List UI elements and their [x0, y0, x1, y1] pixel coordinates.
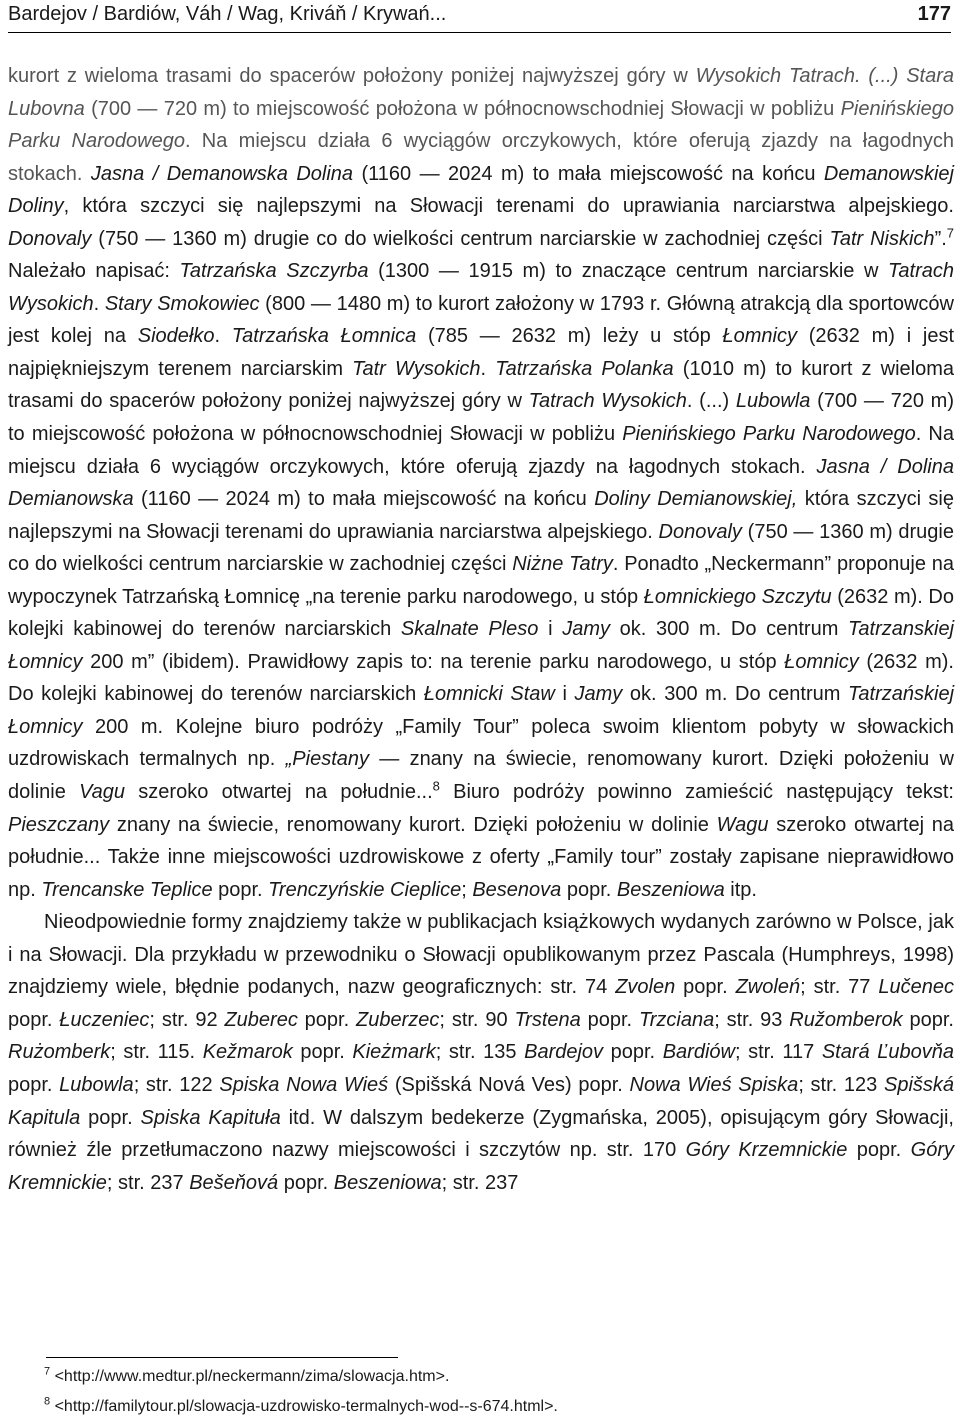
italic-term: Pieszczany: [8, 813, 110, 836]
italic-term: Niżne Tatry: [512, 553, 613, 576]
text-run: popr.: [8, 1073, 60, 1096]
italic-term: Trzciana: [638, 1008, 715, 1031]
text-run: ; str. 117: [734, 1041, 822, 1064]
text-run: popr.: [603, 1041, 663, 1064]
text-run: popr.: [847, 1139, 911, 1162]
italic-term: Spiska Kapituła: [140, 1106, 281, 1129]
italic-term: Bardejov: [524, 1041, 604, 1064]
text-run: . Na miejscu działa 6 wyciągów orczykowych, które oferują zjazdy na łagodnych stokach.: [8, 423, 954, 478]
text-run: szeroko otwartej na południe...: [125, 781, 433, 804]
italic-term: Łomnicy: [784, 650, 859, 673]
text-run: (750 — 1360 m) drugie co do wielkości centrum narciarskie w zachodniej części: [91, 227, 830, 250]
running-title: Bardejov / Bardiów, Váh / Wag, Kriváň / Krywań...: [8, 3, 447, 25]
text-run: .: [480, 357, 496, 380]
italic-term: Tatrzanskiej Łomnicy: [8, 618, 955, 673]
text-run: popr.: [297, 1008, 357, 1031]
text-run: ; str. 237: [441, 1171, 519, 1194]
text-run: ; str. 122: [133, 1073, 220, 1096]
italic-term: Stará Ľubovňa: [821, 1041, 954, 1064]
italic-term: Zuberzec: [356, 1008, 440, 1031]
italic-term: Łomnicki Staw: [423, 683, 555, 706]
text-run: . Ponadto „Neckermann” proponuje na wypoczynek Tatrzańską Łomnicę „na terenie parku narodowego, u stóp: [8, 553, 954, 608]
text-run: (750 — 1360 m) drugie co do wielkości centrum narciarskie w zachodniej części: [8, 520, 954, 576]
italic-term: Stara Lubovna: [8, 65, 954, 120]
text-run: popr.: [580, 1008, 639, 1031]
italic-term: Góry Krzemnickie: [685, 1139, 848, 1162]
footnote-ref: 8: [432, 778, 440, 794]
italic-term: Tatrzańska Polanka: [495, 357, 674, 380]
italic-term: Nowa Wieś Spiska: [629, 1073, 799, 1096]
text-run: 200 m” (ibidem). Prawidłowy zapis to: na terenie parku narodowego, u stóp: [82, 650, 785, 673]
text-run: ; str. 123: [798, 1073, 884, 1096]
text-run: znany na świecie, renomowany kurort. Dzięki położeniu w dolinie: [109, 813, 717, 836]
text-run: ; str. 90: [439, 1008, 515, 1031]
text-run: . Na miejscu działa 6 wyciągów orczykowych, które oferują zjazdy na łagodnych stokach.: [8, 130, 954, 185]
italic-term: Zuberec: [224, 1008, 298, 1031]
italic-term: Ružomberok: [789, 1008, 903, 1031]
text-run: , która szczyci się najlepszymi na Słowacji terenami do uprawiania narciarstwa alpejskiego.: [63, 195, 954, 218]
italic-term: Wysokich Tatrach. (...): [695, 65, 907, 87]
text-run: ;: [461, 878, 473, 901]
italic-term: Zwoleń: [735, 976, 801, 999]
text-run: ; str. 93: [714, 1008, 790, 1031]
italic-term: Jasna / Dolina Demianowska: [8, 455, 954, 511]
text-run: (700 — 720 m) to miejscowość położona w północnowschodniej Słowacji w pobliżu: [84, 97, 841, 120]
text-run: Nieodpowiednie formy znajdziemy także w publikacjach książkowych wydanych zarówno w Polsce, jak i na Słowacji. Dla przykładu w przewodniku o Słowacji opublikowanym przez Pascala (Humphreys, 1998) znajdziemy wiele, błędnie podanych, nazw geograficznych: str. 74: [8, 911, 954, 999]
footnote-number: 7: [44, 1365, 51, 1378]
text-run: Biuro podróży powinno zamieścić następujący tekst:: [439, 781, 954, 804]
italic-term: Rużomberk: [8, 1041, 111, 1064]
italic-term: Stary Smokowiec: [104, 292, 260, 315]
italic-term: Kežmarok: [202, 1041, 293, 1064]
running-header: [8, 2, 951, 33]
italic-term: Tatr Niskich: [829, 227, 935, 250]
italic-term: Siodełko: [137, 325, 215, 348]
italic-term: Wagu: [716, 813, 769, 836]
italic-term: Łomnickiego Szczytu: [643, 585, 832, 608]
italic-term: Pienińskiego Parku Narodowego: [8, 97, 954, 153]
italic-term: Trenczyńskie Cieplice: [268, 878, 462, 901]
italic-term: Vagu: [79, 781, 126, 804]
italic-term: Lučenec: [878, 976, 954, 999]
italic-term: Donovaly: [658, 520, 742, 543]
text-run: (1300 — 1915 m) to znaczące centrum narciarskie w: [368, 260, 889, 283]
text-run: i: [538, 618, 563, 641]
italic-term: Kieżmark: [352, 1041, 436, 1064]
italic-term: Zvolen: [615, 976, 676, 999]
italic-term: Pienińskiego Parku Narodowego: [622, 423, 916, 446]
italic-term: Besenova: [472, 878, 562, 901]
italic-term: Bešeňová: [189, 1171, 279, 1194]
text-run: (700 — 720 m) to miejscowość położona w północnowschodniej Słowacji w pobliżu: [8, 390, 954, 446]
text-run: która szczyci się najlepszymi na Słowacji terenami do uprawiania narciarstwa alpejskiego.: [8, 488, 954, 543]
text-run: i: [554, 683, 575, 706]
italic-term: Demanowskiej Doliny: [8, 162, 954, 218]
italic-term: Donovaly: [8, 227, 92, 250]
text-run: Należało napisać:: [8, 260, 180, 283]
footnote-ref: 7: [946, 225, 955, 241]
text-run: ”.: [934, 227, 947, 250]
text-run: (800 — 1480 m) to kurort założony w 1793 r. Główną atrakcją dla sportowców jest kolej na: [8, 292, 954, 348]
footnote-separator: [46, 1357, 398, 1358]
text-run: (785 — 2632 m) leży u stóp: [416, 325, 723, 348]
italic-term: Doliny Demianowskiej,: [594, 488, 798, 511]
italic-term: Tatrach Wysokich: [528, 390, 687, 413]
text-run: kurort z wieloma trasami do spacerów położony poniżej najwyższej góry w: [8, 65, 696, 87]
footnote-link-text[interactable]: <http://familytour.pl/slowacja-uzdrowisko-termalnych-wod--s-674.html>.: [54, 1398, 558, 1415]
italic-term: Jasna / Demanowska Dolina: [90, 162, 354, 185]
text-run: (Spišská Nová Ves) popr.: [388, 1073, 630, 1096]
italic-term: Góry Kremnickie: [8, 1139, 954, 1194]
italic-term: Lubowla: [735, 390, 811, 413]
text-run: popr.: [292, 1041, 353, 1064]
italic-term: Skalnate Pleso: [400, 618, 539, 641]
text-run: ok. 300 m. Do centrum: [622, 683, 849, 706]
text-run: itp.: [724, 878, 757, 901]
italic-term: Trencanske Teplice: [41, 878, 213, 901]
text-run: .: [93, 292, 105, 315]
text-run: (2632 m). Do kolejki kabinowej do terenów narciarskich: [8, 585, 954, 641]
text-run: (1160 — 2024 m) to mała miejscowość na końcu: [133, 488, 595, 511]
text-run: popr.: [80, 1106, 141, 1129]
text-run: popr.: [212, 878, 269, 901]
italic-term: Lubowla: [59, 1073, 134, 1096]
page-number: 177: [917, 3, 951, 25]
text-run: popr.: [278, 1171, 334, 1194]
text-run: ok. 300 m. Do centrum: [610, 618, 849, 641]
italic-term: „Piestany: [285, 748, 369, 771]
text-run: ; str. 237: [106, 1171, 190, 1194]
footnote-8: [44, 1392, 558, 1422]
italic-term: Tatrzańska Łomnica: [231, 325, 417, 348]
text-run: (2632 m). Do kolejki kabinowej do terenów narciarskich: [8, 650, 954, 706]
text-run: szeroko otwartej na południe... Także inne miejscowości uzdrowiskowe z oferty „Family tour” zostały zapisane nieprawidłowo np.: [8, 813, 954, 901]
main-text: [8, 60, 954, 1199]
italic-term: Tatrach Wysokich: [8, 260, 955, 315]
footnote-number: 8: [44, 1395, 51, 1408]
italic-term: Łuczeniec: [59, 1008, 150, 1031]
italic-term: Spišská Kapitula: [8, 1073, 955, 1129]
text-run: itd. W dalszym bedekerze (Zygmańska, 2005), opisującym góry Słowacji, również źle przetłumaczono nazwy miejscowości i szczytów np. str. 170: [8, 1106, 954, 1162]
paragraph-1: [8, 60, 954, 906]
italic-term: Tatr Wysokich: [352, 357, 481, 380]
text-run: ; str. 92: [149, 1008, 225, 1031]
italic-term: Trstena: [514, 1008, 581, 1031]
italic-term: Łomnicy: [722, 325, 797, 348]
footnotes: [44, 1362, 558, 1422]
italic-term: Tatrzańskiej Łomnicy: [8, 683, 955, 738]
footnote-7: [44, 1362, 558, 1392]
text-run: (2632 m) i jest najpiękniejszym terenem narciarskim: [8, 325, 954, 380]
text-run: popr.: [675, 976, 736, 999]
italic-term: Jamy: [574, 683, 623, 706]
text-run: 200 m. Kolejne biuro podróży „Family Tour” poleca swoim klientom pobyty w słowackich uzdrowiskach termalnych np.: [8, 715, 954, 771]
text-run: . (...): [686, 390, 736, 413]
text-run: (1010 m) to kurort z wieloma trasami do spacerów położony poniżej najwyższej góry w: [8, 357, 954, 413]
text-run: — znany na świecie, renomowany kurort. Dzięki położeniu w dolinie: [8, 748, 954, 804]
text-run: ; str. 115.: [110, 1041, 203, 1064]
text-run: .: [214, 325, 232, 348]
text-run: ; str. 77: [800, 976, 879, 999]
italic-term: Beszeniowa: [616, 878, 725, 901]
italic-term: Tatrzańska Szczyrba: [179, 260, 369, 283]
italic-term: Bardiów: [662, 1041, 735, 1064]
text-run: popr.: [902, 1008, 954, 1031]
italic-term: Jamy: [562, 618, 610, 641]
text-run: popr.: [561, 878, 617, 901]
text-run: ; str. 135: [435, 1041, 525, 1064]
italic-term: Spiska Nowa Wieś: [219, 1073, 389, 1096]
text-run: popr.: [8, 1008, 60, 1031]
text-run: (1160 — 2024 m) to mała miejscowość na końcu: [353, 162, 824, 185]
italic-term: Beszeniowa: [333, 1171, 442, 1194]
paragraph-2: [8, 906, 954, 1199]
footnote-link-text[interactable]: <http://www.medtur.pl/neckermann/zima/slowacja.htm>.: [54, 1368, 450, 1385]
